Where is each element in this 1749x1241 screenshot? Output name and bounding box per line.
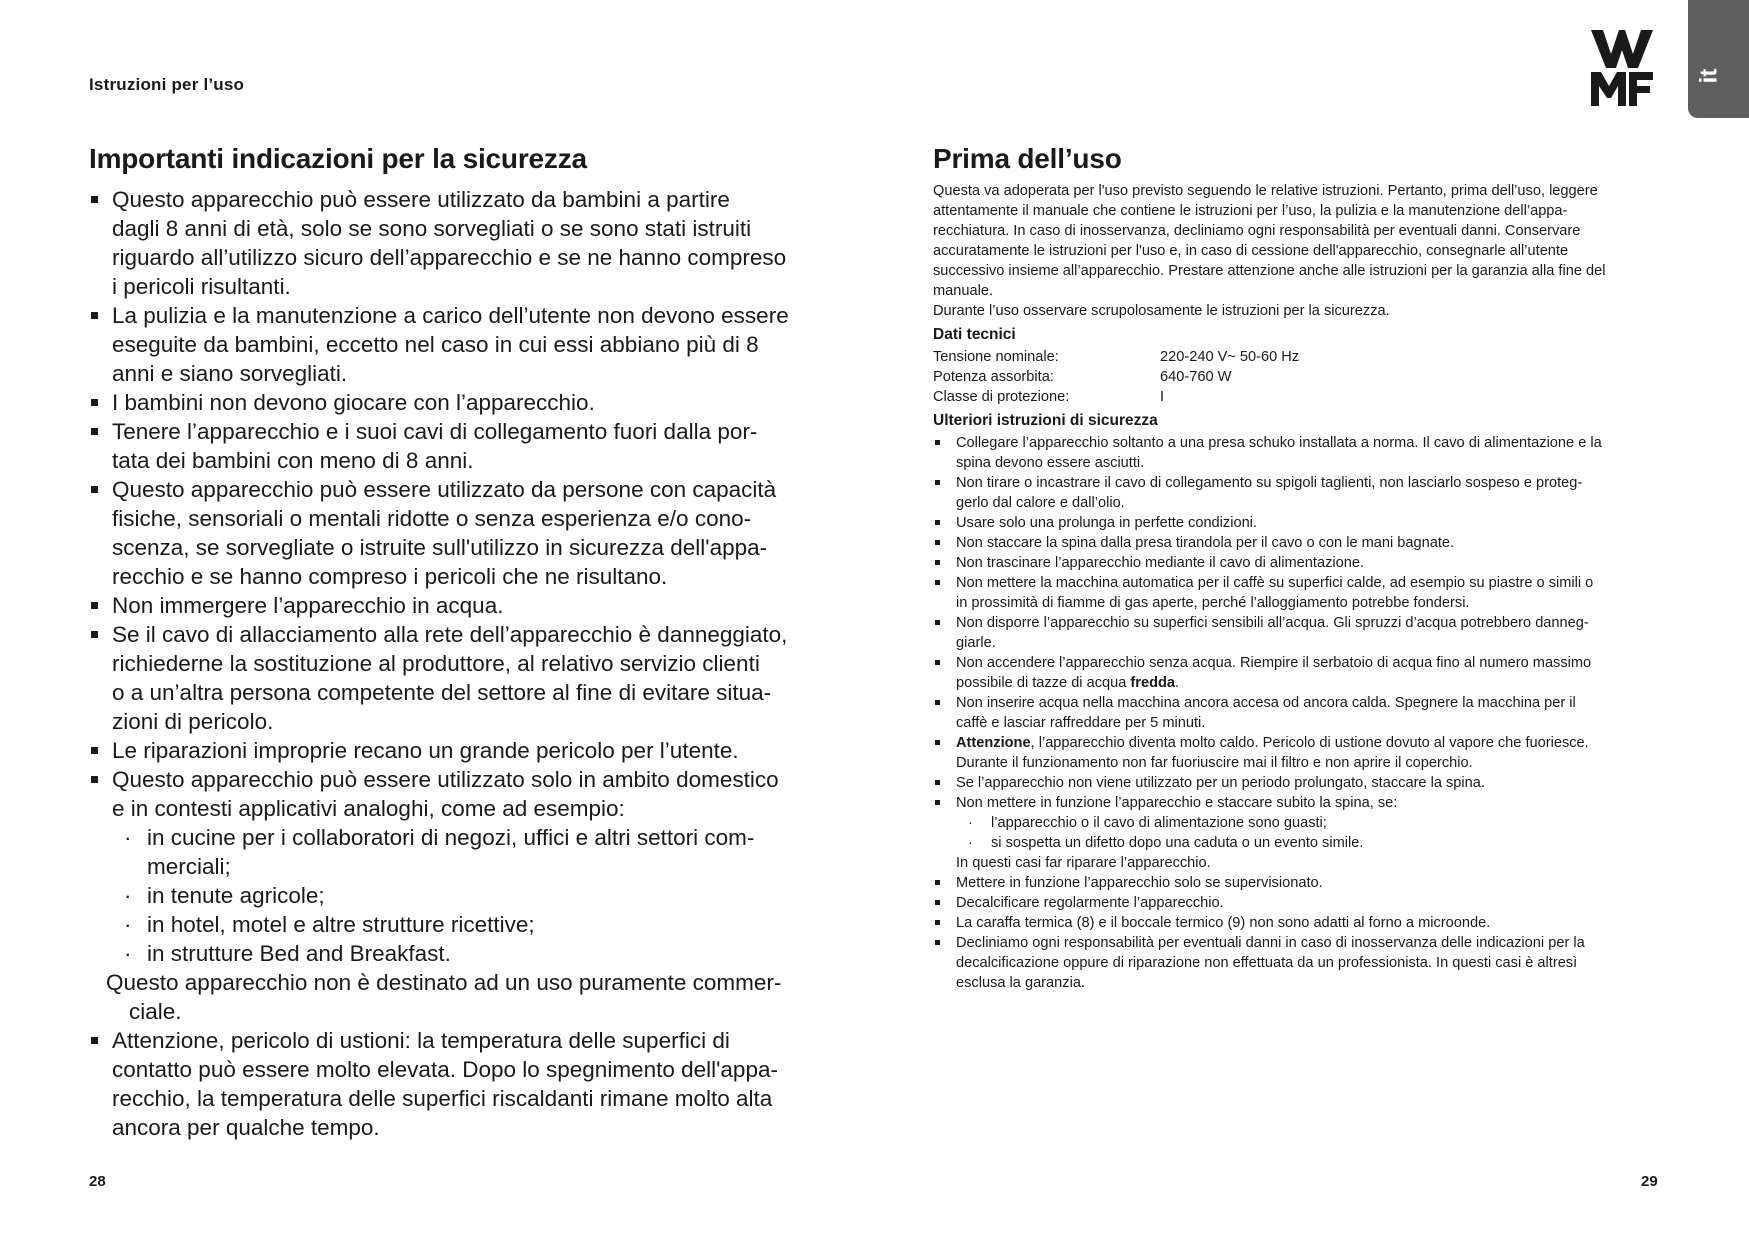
bullet-square: [91, 631, 98, 638]
text-line: Le riparazioni improprie recano un grande pericolo per l’utente.: [112, 738, 739, 763]
safety-item: [933, 873, 1663, 893]
safety-item: [933, 613, 1663, 653]
right-column: [933, 143, 1663, 993]
spec-row: [933, 387, 1663, 407]
defect-conditions-list: [956, 813, 1663, 853]
running-head: Istruzioni per l’uso: [89, 75, 245, 94]
text-line: spina devono essere asciutti.: [956, 455, 1145, 471]
spec-value: I: [1160, 389, 1165, 405]
bullet-square: [935, 920, 940, 925]
bullet-dot: ·: [968, 835, 973, 851]
bullet-dot: ·: [124, 883, 132, 908]
text-line: merciali;: [147, 854, 231, 879]
safety-item: [933, 733, 1663, 773]
bullet-square: [91, 747, 98, 754]
safety-item: [89, 1026, 829, 1142]
page-number-right: 29: [1641, 1173, 1658, 1190]
text-line: o a un’altra persona competente del settore al fine di evitare situa-: [112, 680, 772, 705]
bullet-square: [935, 580, 940, 585]
safety-item: [89, 620, 829, 736]
text-line: Non immergere l’apparecchio in acqua.: [112, 593, 504, 618]
spec-value: 220-240 V~ 50-60 Hz: [1160, 349, 1300, 365]
text-line: recchiatura. In caso di inosservanza, decliniamo ogni responsabilità per eventuali danni. Conservare: [933, 223, 1581, 239]
text-line: esclusa la garanzia.: [956, 975, 1085, 991]
text-line: Questo apparecchio può essere utilizzato da bambini a partire: [112, 187, 730, 212]
text-line: in hotel, motel e altre strutture ricettive;: [147, 912, 535, 937]
bullet-dot: ·: [124, 941, 132, 966]
bullet-square: [91, 602, 98, 609]
tech-data-title: Dati tecnici: [933, 326, 1016, 343]
burn-warning-list: [89, 1026, 829, 1142]
bullet-dot: ·: [124, 912, 132, 937]
text-line: contatto può essere molto elevata. Dopo lo spegnimento dell'appa-: [112, 1057, 778, 1082]
safety-item: [933, 933, 1663, 993]
text-line: Mettere in funzione l’apparecchio solo se supervisionato.: [956, 875, 1323, 891]
text-line: [956, 733, 1663, 753]
usage-context-item: [112, 823, 829, 881]
bullet-square: [935, 440, 940, 445]
text-line: decalcificazione oppure di riparazione non effettuata da un professionista. In questi casi è altresì: [956, 955, 1578, 971]
text-line: manuale.: [933, 283, 994, 299]
text-line: I bambini non devono giocare con l’apparecchio.: [112, 390, 595, 415]
text-line: fisiche, sensoriali o mentali ridotte o senza esperienza e/o cono-: [112, 506, 752, 531]
wmf-logo: [1589, 28, 1655, 108]
safety-item: [933, 533, 1663, 553]
text-line: i pericoli risultanti.: [112, 274, 291, 299]
text-line: recchio e se hanno compreso i pericoli che ne risultano.: [112, 564, 668, 589]
safety-item: [89, 736, 829, 765]
text-line: scenza, se sorvegliate o istruite sull'utilizzo in sicurezza dell'appa-: [112, 535, 768, 560]
text-fragment: possibile di tazze di acqua: [956, 675, 1131, 691]
safety-item: [933, 773, 1663, 793]
safety-item: [89, 765, 829, 823]
bullet-square: [935, 660, 940, 665]
spec-label: Tensione nominale:: [933, 349, 1059, 365]
text-line: Non mettere la macchina automatica per il caffè su superfici calde, ad esempio su piastre o simili o: [956, 575, 1594, 591]
safety-item: [89, 185, 829, 301]
text-line: [956, 673, 1663, 693]
safety-item: [89, 591, 829, 620]
spec-row: [933, 347, 1663, 367]
text-line: Questa va adoperata per l'uso previsto seguendo le relative istruzioni. Pertanto, prima dell’uso, leggere: [933, 183, 1598, 199]
text-line: Attenzione, pericolo di ustioni: la temperatura delle superfici di: [112, 1028, 730, 1053]
text-fragment: .: [1175, 675, 1180, 691]
safety-item: [89, 301, 829, 388]
usage-context-item: [112, 881, 829, 910]
text-line: ancora per qualche tempo.: [112, 1115, 380, 1140]
safety-item: [933, 893, 1663, 913]
text-fragment: , l’apparecchio diventa molto caldo. Pericolo di ustione dovuto al vapore che fuoriesce.: [1030, 735, 1589, 751]
language-tab-label: it: [1695, 68, 1723, 84]
bullet-dot: ·: [968, 815, 973, 831]
text-line: Durante l’uso osservare scrupolosamente le istruzioni per la sicurezza.: [933, 303, 1390, 319]
text-line: Questo apparecchio non è destinato ad un uso puramente commer-: [106, 970, 782, 995]
text-line: attentamente il manuale che contiene le istruzioni per l’uso, la pulizia e la manutenzione dell’appa-: [933, 203, 1568, 219]
intro-paragraph: [933, 181, 1663, 321]
text-line: Non mettere in funzione l’apparecchio e staccare subito la spina, se:: [956, 795, 1398, 811]
bullet-square: [935, 900, 940, 905]
before-use-title: Prima dell’uso: [933, 143, 1122, 174]
text-line: Se l’apparecchio non viene utilizzato per un periodo prolungato, staccare la spina.: [956, 775, 1485, 791]
bullet-square: [935, 560, 940, 565]
bullet-square: [935, 940, 940, 945]
text-line: Non accendere l’apparecchio senza acqua. Riempire il serbatoio di acqua fino al numero massimo: [956, 655, 1592, 671]
bullet-square: [935, 800, 940, 805]
bullet-square: [91, 196, 98, 203]
usage-context-item: [112, 910, 829, 939]
text-line: richiederne la sostituzione al produttore, al relativo servizio clienti: [112, 651, 760, 676]
text-line: accuratamente le istruzioni per l'uso e, in caso di cessione dell'apparecchio, consegnarle all’utente: [933, 243, 1569, 259]
text-line: Decalcificare regolarmente l’apparecchio.: [956, 895, 1224, 911]
text-line: Non tirare o incastrare il cavo di collegamento su spigoli taglienti, non lasciarlo sospeso e proteg-: [956, 475, 1583, 491]
safety-item: [933, 433, 1663, 473]
safety-item: [933, 653, 1663, 693]
safety-item: [933, 913, 1663, 933]
emphasis-fredda: fredda: [1130, 675, 1176, 691]
text-line: Non staccare la spina dalla presa tirandola per il cavo o con le mani bagnate.: [956, 535, 1455, 551]
safety-item: [933, 513, 1663, 533]
text-line: Collegare l’apparecchio soltanto a una presa schuko installata a norma. Il cavo di alimentazione e la: [956, 435, 1602, 451]
safety-title: Importanti indicazioni per la sicurezza: [89, 143, 587, 174]
text-line: gerlo dal calore e dall’olio.: [956, 495, 1125, 511]
text-line: anni e siano sorvegliati.: [112, 361, 348, 386]
left-column: [89, 143, 829, 1142]
bullet-square: [91, 1037, 98, 1044]
bullet-square: [935, 520, 940, 525]
text-line: Usare solo una prolunga in perfette condizioni.: [956, 515, 1257, 531]
bullet-square: [935, 480, 940, 485]
safety-item: [89, 475, 829, 591]
text-line: In questi casi far riparare l’apparecchio.: [956, 855, 1211, 871]
commercial-use-note: [89, 968, 829, 1026]
text-line: caffè e lasciar raffreddare per 5 minuti.: [956, 715, 1206, 731]
text-line: tata dei bambini con meno di 8 anni.: [112, 448, 474, 473]
text-line: zioni di pericolo.: [112, 709, 274, 734]
text-line: La caraffa termica (8) e il boccale termico (9) non sono adatti al forno a microonde.: [956, 915, 1491, 931]
usage-context-list: [112, 823, 829, 968]
bullet-square: [91, 486, 98, 493]
defect-condition-item: [956, 813, 1663, 833]
safety-list: [89, 185, 829, 823]
text-line: Durante il funzionamento non far fuoriuscire mai il filtro e non aprire il coperchio.: [956, 755, 1473, 771]
page-number-left: 28: [89, 1173, 106, 1190]
safety-item: [933, 693, 1663, 733]
text-line: dagli 8 anni di età, solo se sono sorvegliati o se sono stati istruiti: [112, 216, 752, 241]
bullet-square: [935, 880, 940, 885]
text-line: Decliniamo ogni responsabilità per eventuali danni in caso di inosservanza delle indicazioni per la: [956, 935, 1585, 951]
text-line: ciale.: [129, 999, 182, 1024]
text-line: e in contesti applicativi analoghi, come ad esempio:: [112, 796, 625, 821]
text-line: giarle.: [956, 635, 996, 651]
further-safety-list: [933, 433, 1663, 993]
usage-context-item: [112, 939, 829, 968]
text-line: La pulizia e la manutenzione a carico dell’utente non devono essere: [112, 303, 789, 328]
safety-item: [89, 417, 829, 475]
spec-row: [933, 367, 1663, 387]
language-tab: [1688, 0, 1749, 118]
safety-item: [89, 388, 829, 417]
safety-item: [933, 793, 1663, 873]
text-line: in strutture Bed and Breakfast.: [147, 941, 451, 966]
text-line: recchio, la temperatura delle superfici riscaldanti rimane molto alta: [112, 1086, 773, 1111]
text-line: riguardo all’utilizzo sicuro dell’apparecchio e se ne hanno compreso: [112, 245, 787, 270]
text-line: Non inserire acqua nella macchina ancora accesa od ancora calda. Spegnere la macchina per il: [956, 695, 1576, 711]
text-line: in prossimità di fiamme di gas aperte, perché l’alloggiamento potrebbe fondersi.: [956, 595, 1470, 611]
text-line: Non disporre l’apparecchio su superfici sensibili all’acqua. Gli spruzzi d’acqua potrebbero danneg-: [956, 615, 1589, 631]
spec-value: 640-760 W: [1160, 369, 1232, 385]
spec-label: Classe di protezione:: [933, 389, 1070, 405]
text-line: Questo apparecchio può essere utilizzato da persone con capacità: [112, 477, 777, 502]
text-line: l’apparecchio o il cavo di alimentazione sono guasti;: [991, 815, 1327, 831]
text-line: in tenute agricole;: [147, 883, 325, 908]
bullet-square: [935, 620, 940, 625]
text-line: si sospetta un difetto dopo una caduta o un evento simile.: [991, 835, 1364, 851]
bullet-square: [91, 776, 98, 783]
bullet-square: [91, 428, 98, 435]
spec-label: Potenza assorbita:: [933, 369, 1054, 385]
tech-specs: [933, 347, 1663, 407]
safety-item: [933, 573, 1663, 613]
safety-item: [933, 553, 1663, 573]
safety-item: [933, 473, 1663, 513]
text-line: Questo apparecchio può essere utilizzato solo in ambito domestico: [112, 767, 779, 792]
text-line: Tenere l’apparecchio e i suoi cavi di collegamento fuori dalla por-: [112, 419, 758, 444]
bullet-square: [91, 399, 98, 406]
further-safety-title: Ulteriori istruzioni di sicurezza: [933, 412, 1158, 429]
bullet-square: [935, 700, 940, 705]
text-line: Non trascinare l’apparecchio mediante il cavo di alimentazione.: [956, 555, 1365, 571]
bullet-square: [935, 780, 940, 785]
text-line: successivo insieme all’apparecchio. Prestare attenzione anche alle istruzioni per la garanzia alla fine del: [933, 263, 1606, 279]
defect-condition-item: [956, 833, 1663, 853]
safety-sublist-wrapper: [89, 823, 829, 968]
bullet-dot: ·: [124, 825, 132, 850]
bullet-square: [91, 312, 98, 319]
text-line: in cucine per i collaboratori di negozi, uffici e altri settori com-: [147, 825, 755, 850]
text-line: Se il cavo di allacciamento alla rete dell’apparecchio è danneggiato,: [112, 622, 788, 647]
emphasis-attention: Attenzione: [956, 735, 1031, 751]
bullet-square: [935, 540, 940, 545]
text-line: eseguite da bambini, eccetto nel caso in cui essi abbiano più di 8: [112, 332, 759, 357]
bullet-square: [935, 740, 940, 745]
